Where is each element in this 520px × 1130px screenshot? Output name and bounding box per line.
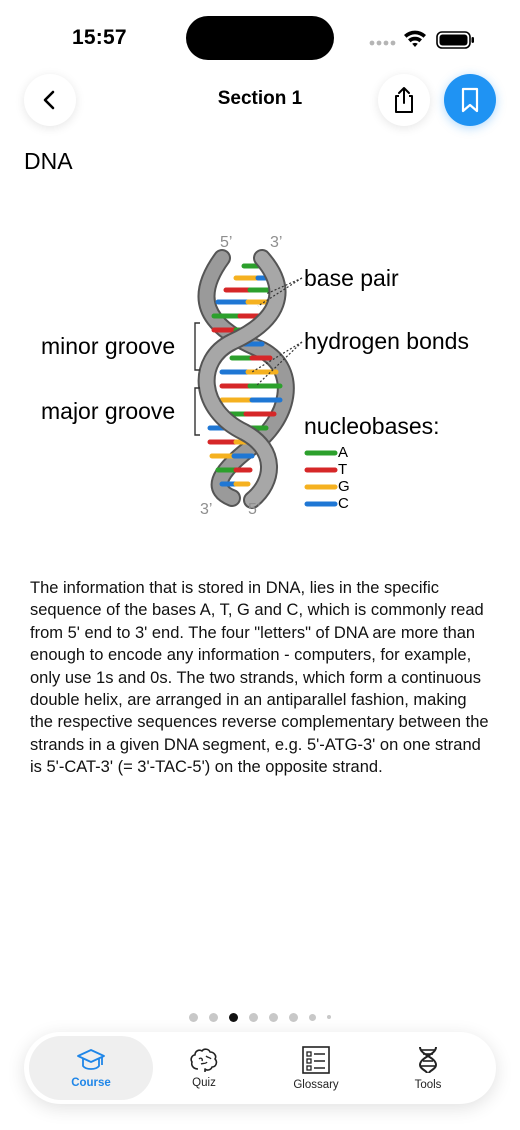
wifi-icon	[404, 31, 426, 47]
label-major-groove: major groove	[41, 398, 176, 424]
chevron-left-icon	[39, 89, 61, 111]
dna-helix-illustration	[0, 220, 520, 530]
bookmark-button[interactable]	[444, 74, 496, 126]
label-bottom-3prime: 3’	[200, 501, 213, 518]
status-time: 15:57	[72, 26, 127, 49]
tab-glossary-label: Glossary	[293, 1079, 339, 1091]
page-dot[interactable]	[309, 1014, 316, 1021]
tab-quiz-label: Quiz	[192, 1077, 216, 1089]
tab-course-label: Course	[71, 1077, 111, 1089]
legend-label-a: A	[338, 444, 349, 461]
page-dot[interactable]	[189, 1013, 198, 1022]
tab-glossary[interactable]	[261, 1036, 371, 1100]
label-nucleobases: nucleobases:	[304, 413, 440, 439]
bookmark-icon	[459, 86, 481, 114]
label-bottom-5prime: 5’	[248, 501, 261, 518]
page-heading: DNA	[24, 148, 73, 174]
page-dot[interactable]	[209, 1013, 218, 1022]
signal-icon	[370, 41, 396, 46]
battery-icon	[437, 32, 474, 48]
page-dot[interactable]	[249, 1013, 258, 1022]
tab-tools-label: Tools	[414, 1079, 442, 1091]
legend-bars	[307, 453, 335, 504]
page-indicator[interactable]	[0, 1011, 520, 1023]
label-top-3prime: 3’	[270, 234, 283, 251]
label-hydrogen-bonds: hydrogen bonds	[304, 328, 469, 354]
dna-diagram	[0, 220, 520, 530]
status-icons	[368, 26, 478, 50]
legend-label-t: T	[338, 461, 348, 478]
nav-title: Section 1	[217, 88, 303, 109]
tab-tools[interactable]	[373, 1036, 483, 1100]
label-base-pair: base pair	[304, 265, 399, 291]
tab-course[interactable]	[29, 1036, 153, 1100]
brain-icon	[189, 1047, 219, 1073]
list-icon	[301, 1045, 331, 1075]
graduation-cap-icon	[76, 1047, 106, 1073]
dynamic-island	[186, 16, 334, 60]
body-text: The information that is stored in DNA, lies in the specific sequence of the bases A, T, G and C, which is commonly read from 5' end to 3' end. The four "letters" of DNA are more than enough to encode any information - computers, for example, only use 1s and 0s. The two strands, which form a continuous double helix, are arranged in an antiparallel fashion, making the respective sequences reverse complementary between the strands in a given DNA segment, e.g. 5'-ATG-3' on one strand is 5'-CAT-3' (= 3'-TAC-5') on the opposite strand.	[30, 579, 489, 777]
page-dot[interactable]	[327, 1015, 331, 1019]
share-icon	[391, 85, 417, 115]
tab-bar	[24, 1032, 496, 1104]
tab-quiz[interactable]	[149, 1036, 259, 1100]
page-dot[interactable]	[269, 1013, 278, 1022]
back-button[interactable]	[24, 74, 76, 126]
label-minor-groove: minor groove	[41, 333, 176, 359]
page-dot[interactable]	[289, 1013, 298, 1022]
page-dot-current[interactable]	[229, 1013, 238, 1022]
legend-label-g: G	[338, 478, 350, 495]
dna-icon	[415, 1045, 441, 1075]
label-top-5prime: 5’	[220, 234, 233, 251]
share-button[interactable]	[378, 74, 430, 126]
legend-label-c: C	[338, 495, 349, 512]
